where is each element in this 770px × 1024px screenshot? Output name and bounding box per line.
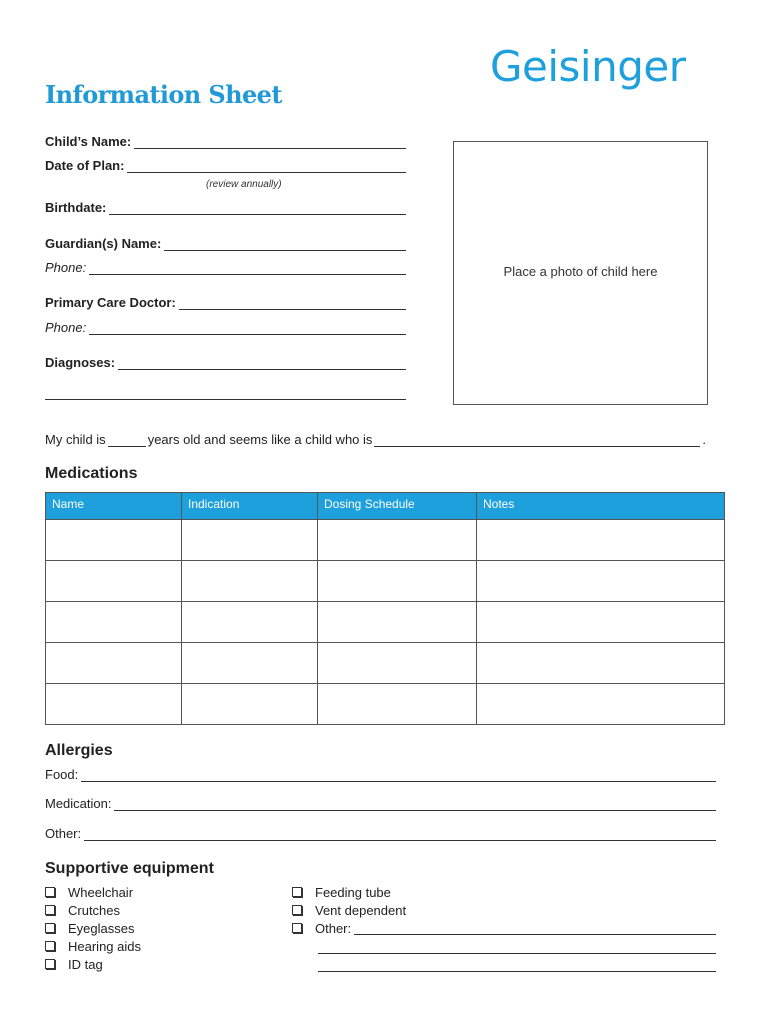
allergy-other-line [84, 828, 716, 841]
table-cell[interactable] [477, 520, 725, 561]
guardian-name-field[interactable] [45, 236, 406, 251]
date-of-plan-line [127, 160, 406, 173]
table-cell[interactable] [182, 643, 318, 684]
checkbox-wheelchair[interactable] [45, 883, 141, 901]
table-cell[interactable] [477, 684, 725, 725]
checkbox-label: Eyeglasses [68, 920, 135, 936]
allergy-food-label: Food: [45, 767, 79, 782]
sentence-part2: years old and seems like a child who is [147, 432, 373, 447]
checkbox-eyeglasses[interactable] [45, 919, 141, 937]
equipment-left-list [45, 883, 141, 973]
age-sentence [45, 432, 706, 447]
checkbox-label: Feeding tube [315, 884, 391, 900]
table-cell[interactable] [477, 561, 725, 602]
table-cell[interactable] [182, 684, 318, 725]
table-cell[interactable] [182, 602, 318, 643]
child-name-label: Child’s Name: [45, 134, 132, 149]
table-cell[interactable] [318, 643, 477, 684]
birthdate-label: Birthdate: [45, 200, 107, 215]
medications-table [45, 492, 725, 725]
table-cell[interactable] [318, 561, 477, 602]
doctor-phone-field[interactable] [45, 320, 406, 335]
checkbox-icon [292, 923, 302, 933]
table-row [46, 520, 725, 561]
doctor-phone-line [89, 322, 406, 335]
checkbox-icon [292, 905, 302, 915]
guardian-phone-line [89, 262, 406, 275]
diagnoses-label: Diagnoses: [45, 355, 116, 370]
other-equipment-line [354, 922, 716, 935]
medications-header-row [46, 493, 725, 520]
photo-placeholder: Place a photo of child here [503, 263, 658, 279]
diagnoses-field[interactable] [45, 355, 406, 370]
table-cell[interactable] [182, 520, 318, 561]
diagnoses-line-2[interactable] [45, 399, 406, 400]
checkbox-label: Crutches [68, 902, 121, 918]
date-of-plan-field[interactable] [45, 158, 406, 173]
table-cell[interactable] [182, 561, 318, 602]
medications-heading: Medications [45, 465, 138, 482]
guardian-phone-label: Phone: [45, 260, 87, 275]
guardian-name-line [164, 238, 406, 251]
allergy-other-field[interactable] [45, 826, 716, 841]
checkbox-crutches[interactable] [45, 901, 141, 919]
table-cell[interactable] [318, 684, 477, 725]
review-note: (review annually) [206, 179, 282, 190]
page-title: Information Sheet [45, 80, 282, 109]
other-equipment-line-2[interactable] [318, 953, 716, 954]
allergy-food-field[interactable] [45, 767, 716, 782]
birthdate-line [109, 202, 406, 215]
table-cell[interactable] [46, 520, 182, 561]
table-cell[interactable] [477, 643, 725, 684]
checkbox-icon [292, 887, 302, 897]
table-cell[interactable] [46, 643, 182, 684]
doctor-field[interactable] [45, 295, 406, 310]
allergy-food-line [81, 769, 716, 782]
allergy-medication-field[interactable] [45, 796, 716, 811]
geisinger-logo: Geisinger [490, 42, 686, 91]
checkbox-icon [45, 905, 55, 915]
checkbox-icon [45, 923, 55, 933]
doctor-line [179, 297, 406, 310]
table-cell[interactable] [318, 602, 477, 643]
equipment-heading: Supportive equipment [45, 860, 214, 877]
doctor-label: Primary Care Doctor: [45, 295, 176, 310]
table-cell[interactable] [477, 602, 725, 643]
table-row [46, 561, 725, 602]
sentence-end: . [702, 432, 707, 447]
col-dosing-schedule: Dosing Schedule [318, 493, 477, 520]
checkbox-label: ID tag [68, 956, 103, 972]
child-name-field[interactable] [45, 134, 406, 149]
guardian-name-label: Guardian(s) Name: [45, 236, 162, 251]
child-name-line [134, 136, 406, 149]
table-cell[interactable] [46, 602, 182, 643]
table-cell[interactable] [46, 561, 182, 602]
allergy-medication-line [114, 798, 716, 811]
col-notes: Notes [477, 493, 725, 520]
allergies-heading: Allergies [45, 742, 113, 759]
checkbox-hearing-aids[interactable] [45, 937, 141, 955]
table-row [46, 684, 725, 725]
checkbox-label: Vent dependent [315, 902, 407, 918]
checkbox-label: Other: [315, 920, 352, 936]
date-of-plan-label: Date of Plan: [45, 158, 125, 173]
birthdate-field[interactable] [45, 200, 406, 215]
guardian-phone-field[interactable] [45, 260, 406, 275]
table-cell[interactable] [46, 684, 182, 725]
col-name: Name [46, 493, 182, 520]
checkbox-id-tag[interactable] [45, 955, 141, 973]
checkbox-other[interactable] [292, 919, 716, 937]
checkbox-vent-dependent[interactable] [292, 901, 716, 919]
photo-box[interactable] [453, 141, 708, 405]
allergy-medication-label: Medication: [45, 796, 112, 811]
col-indication: Indication [182, 493, 318, 520]
checkbox-icon [45, 941, 55, 951]
table-cell[interactable] [318, 520, 477, 561]
doctor-phone-label: Phone: [45, 320, 87, 335]
diagnoses-line [118, 357, 406, 370]
checkbox-icon [45, 887, 55, 897]
checkbox-icon [45, 959, 55, 969]
table-row [46, 643, 725, 684]
other-equipment-line-3[interactable] [318, 971, 716, 972]
medications-body [46, 520, 725, 725]
checkbox-label: Hearing aids [68, 938, 141, 954]
allergy-other-label: Other: [45, 826, 82, 841]
description-blank[interactable] [374, 434, 700, 447]
sentence-part1: My child is [45, 432, 106, 447]
age-blank[interactable] [108, 434, 146, 447]
checkbox-label: Wheelchair [68, 884, 134, 900]
table-row [46, 602, 725, 643]
checkbox-feeding-tube[interactable] [292, 883, 716, 901]
equipment-right-list [292, 883, 716, 937]
